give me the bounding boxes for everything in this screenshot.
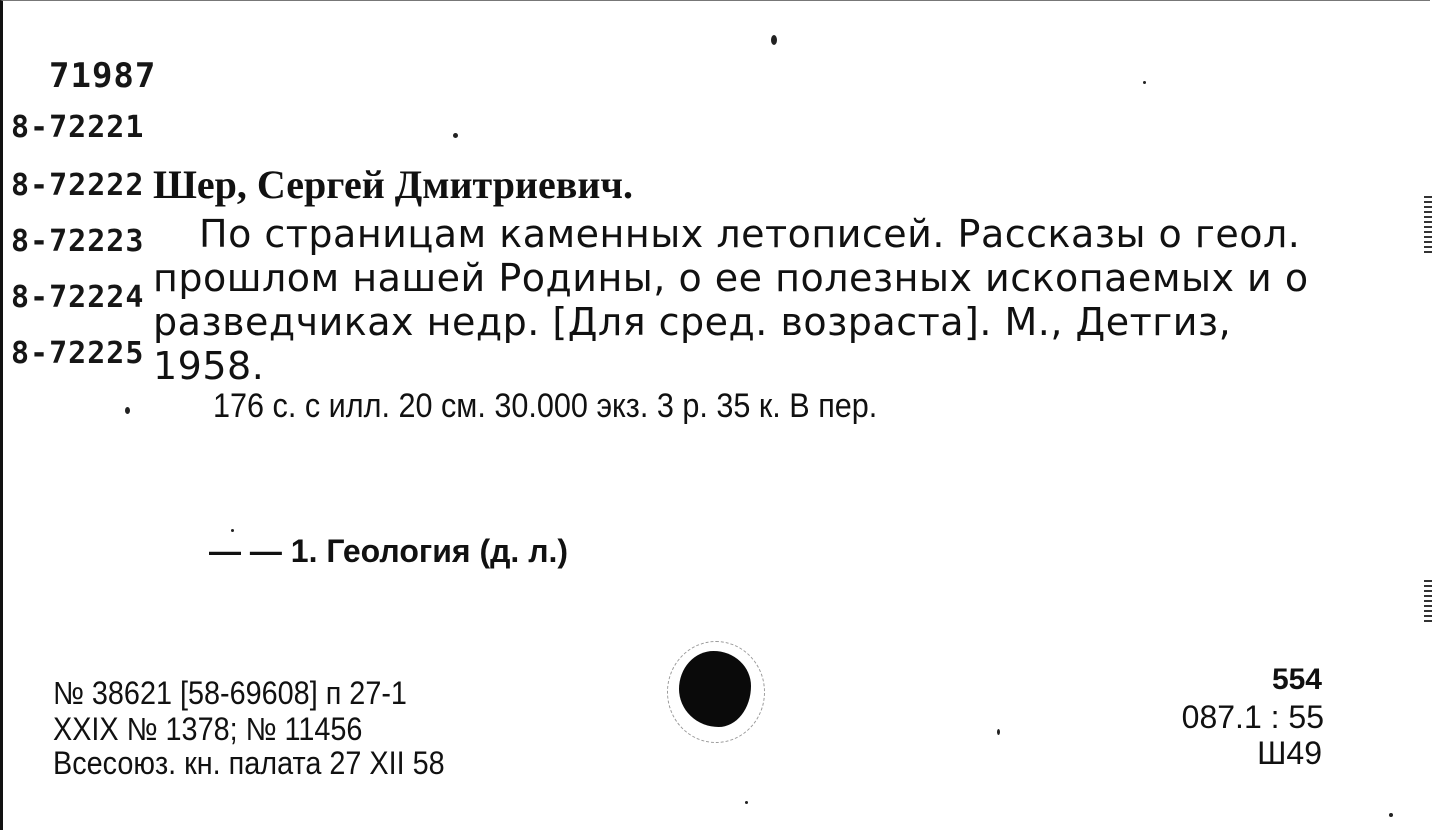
speck: [453, 133, 458, 138]
handwritten-number: 71987: [49, 56, 157, 96]
speck: [1389, 813, 1393, 817]
title-line: разведчиках недр. [Для сред. возраста]. М., Детгиз,: [153, 300, 1232, 344]
title-line: По страницам каменных летописей. Рассказы о геол.: [199, 212, 1301, 256]
handwritten-number: 8-72221: [11, 110, 145, 145]
handwritten-number: 8-72225: [11, 336, 145, 371]
classification-line: Ш49: [1257, 735, 1322, 771]
handwritten-number: 8-72222: [11, 168, 145, 203]
speck: [125, 407, 130, 414]
edge-artifact: [1424, 196, 1432, 256]
registry-line: № 38621 [58-69608] п 27-1: [53, 675, 407, 711]
classification-line: 087.1 : 55: [1181, 699, 1324, 735]
hole-outline: [667, 641, 765, 743]
title-line: прошлом нашей Родины, о ее полезных ископаемых и о: [153, 256, 1309, 300]
speck: [997, 729, 1000, 735]
edge-artifact: [1424, 580, 1432, 624]
speck: [1143, 81, 1146, 84]
author-heading: Шер, Сергей Дмитриевич.: [153, 162, 633, 207]
handwritten-number: 8-72223: [11, 224, 145, 259]
speck: [231, 529, 234, 532]
subject-heading: — — 1. Геология (д. л.): [209, 533, 569, 569]
classification-line: 554: [1271, 663, 1322, 696]
title-line: 1958.: [153, 344, 265, 388]
registry-line: Всесоюз. кн. палата 27 XII 58: [53, 745, 445, 781]
speck: [771, 35, 777, 45]
physical-description: 176 с. с илл. 20 см. 30.000 экз. 3 р. 35 к. В пер.: [213, 387, 878, 425]
handwritten-number: 8-72224: [11, 280, 145, 315]
speck: [745, 801, 748, 804]
registry-line: XXIX № 1378; № 11456: [53, 711, 363, 747]
